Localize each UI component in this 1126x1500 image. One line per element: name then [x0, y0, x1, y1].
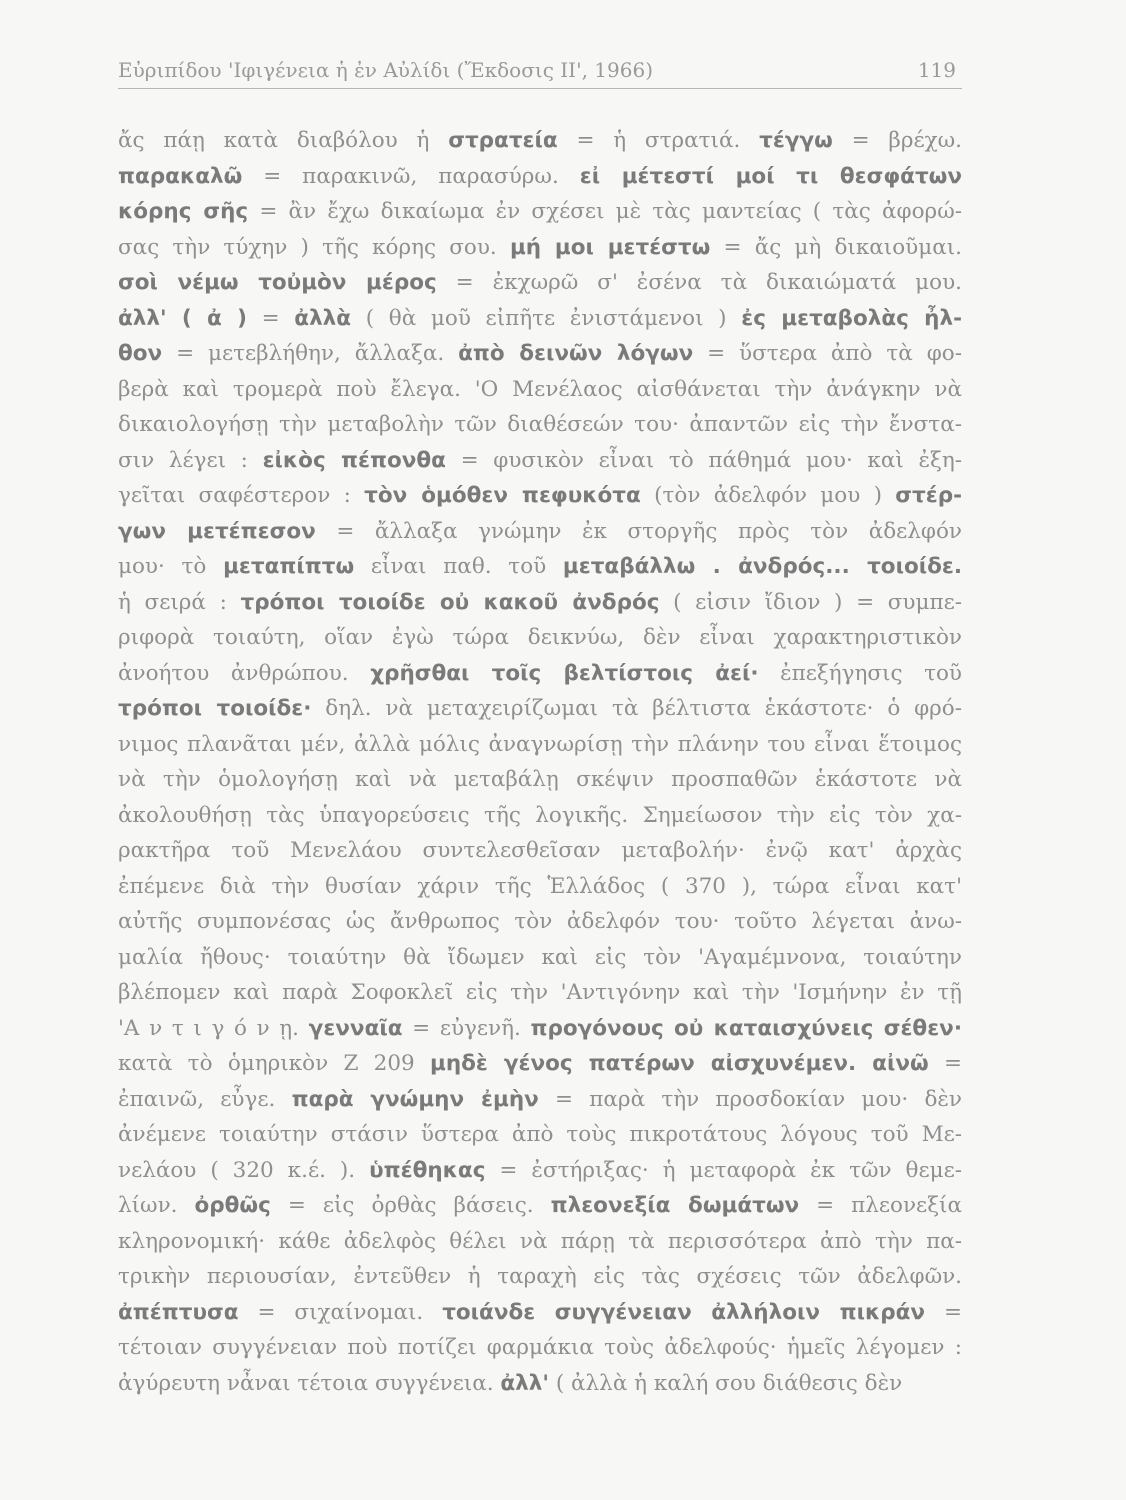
lemma: ἀλλ'	[500, 1370, 549, 1396]
running-title: Εὐριπίδου 'Ιφιγένεια ἡ ἐν Αὐλίδι (Ἔκδοσις ΙΙ', 1966)	[118, 58, 653, 82]
gloss-text: αὐτῆς συμπονέσας ὡς ἄνθρωπος τὸν ἀδελφόν του· τοῦτο λέγεται ἀνω-	[118, 909, 962, 934]
gloss-text: ἀνέμενε τοιαύτην στάσιν ὕστερα ἀπὸ τοὺς πικροτάτους λόγους τοῦ Με-	[118, 1122, 962, 1147]
gloss-text: κατὰ τὸ ὁμηρικὸν Ζ 209	[118, 1051, 431, 1076]
gloss-text: = πλεονεξία	[799, 1193, 962, 1218]
gloss-text: = παρὰ τὴν προσδοκίαν μου· δὲν	[538, 1086, 962, 1112]
text-line	[118, 1188, 962, 1224]
text-line	[118, 407, 962, 443]
gloss-text: = ὕστερα ἀπὸ τὰ φο-	[693, 341, 962, 366]
text-line	[118, 940, 962, 976]
gloss-text: ἐπέμενε διὰ τὴν θυσίαν χάριν τῆς Ἑλλάδος ( 370 ), τώρα εἶναι κατ'	[118, 873, 962, 899]
gloss-text: = ἐστήριξας· ἡ μεταφορὰ ἐκ τῶν θεμε-	[485, 1157, 962, 1183]
gloss-text: σιν λέγει :	[118, 447, 263, 473]
gloss-text: βλέπομεν καὶ παρὰ Σοφοκλεῖ εἰς τὴν 'Αντιγόνην καὶ τὴν 'Ισμήνην ἐν τῇ	[118, 980, 962, 1005]
text-line	[118, 1259, 962, 1295]
gloss-text: τρικὴν περιουσίαν, ἐντεῦθεν ἡ ταραχὴ εἰς τὰς σχέσεις τῶν ἀδελφῶν.	[118, 1264, 962, 1289]
text-line	[118, 691, 962, 727]
lemma: μηδὲ γένος πατέρων αἰσχυνέμεν. αἰνῶ	[430, 1051, 929, 1076]
lemma: ἀλλὰ	[294, 305, 352, 331]
text-line	[118, 336, 962, 372]
text-line	[118, 478, 962, 514]
text-line	[118, 194, 962, 230]
text-line	[118, 372, 962, 408]
gloss-text: = φυσικὸν εἶναι τὸ πάθημά μου· καὶ ἐξη-	[445, 447, 962, 473]
gloss-text: 'Α ν τ ι γ ό ν ῃ.	[118, 1015, 309, 1041]
lemma: στέρ-	[895, 483, 963, 508]
lemma: τρόποι τοιοίδε οὐ κακοῦ ἀνδρός	[240, 589, 660, 615]
text-line	[118, 727, 962, 763]
text-line	[118, 620, 962, 656]
lemma: τέγγω	[759, 128, 833, 153]
text-line	[118, 833, 962, 869]
gloss-text: ( θὰ μοῦ εἰπῆτε ἐνιστάμενοι )	[351, 305, 742, 331]
page-number: 119	[917, 58, 956, 82]
lemma: ἀπέπτυσα	[118, 1299, 239, 1325]
gloss-text: νελάου ( 320 κ.έ. ).	[118, 1157, 370, 1183]
gloss-text: ἀγύρευτη νἆναι τέτοια συγγένεια.	[118, 1370, 501, 1396]
text-line	[118, 656, 962, 692]
lemma: χρῆσθαι τοῖς βελτίστοις ἀεί·	[370, 660, 759, 686]
gloss-text: μαλία ἤθους· τοιαύτην θὰ ἴδωμεν καὶ εἰς τὸν 'Αγαμέμνονα, τοιαύτην	[118, 944, 962, 970]
running-header	[118, 58, 962, 89]
gloss-text: σας τὴν τύχην ) τῆς κόρης σου.	[118, 234, 510, 260]
gloss-text: =	[928, 1051, 962, 1076]
lemma: τὸν ὁμόθεν πεφυκότα	[364, 483, 641, 508]
lemma: γων μετέπεσον	[118, 518, 316, 544]
gloss-text: βερὰ καὶ τρομερὰ ποὺ ἔλεγα. 'Ο Μενέλαος αἰσθάνεται τὴν ἀνάγκην νὰ	[118, 376, 962, 402]
gloss-text: = παρακινῶ, παρασύρω.	[242, 163, 580, 189]
gloss-text: λίων.	[118, 1193, 195, 1218]
lemma: τοιάνδε συγγένειαν ἀλλήλοιν πικράν	[442, 1299, 926, 1325]
gloss-text: ( εἰσιν ἴδιον ) = συμπε-	[659, 589, 962, 615]
gloss-text: δικαιολογήσῃ τὴν μεταβολὴν τῶν διαθέσεών του· ἀπαντῶν εἰς τὴν ἔνστα-	[118, 412, 962, 437]
lemma: ἀπὸ δεινῶν λόγων	[458, 341, 694, 366]
text-line	[118, 762, 962, 798]
lemma: τρόποι τοιοίδε·	[118, 696, 312, 721]
text-line	[118, 549, 962, 585]
lemma: παρακαλῶ	[118, 163, 243, 189]
gloss-text: ριφορὰ τοιαύτη, οἵαν ἐγὼ τώρα δεικνύω, δὲν εἶναι χαρακτηριστικὸν	[118, 625, 962, 650]
gloss-text: = εὐγενῆ.	[402, 1015, 531, 1041]
text-line	[118, 230, 962, 266]
gloss-text: ἀνοήτου ἀνθρώπου.	[118, 660, 371, 686]
book-page	[118, 58, 962, 1401]
gloss-text: εἶναι παθ. τοῦ	[354, 554, 563, 579]
gloss-text: = ἄς μὴ δικαιοῦμαι.	[710, 234, 962, 260]
text-line	[118, 1082, 962, 1118]
text-line	[118, 443, 962, 479]
lemma: εἰκὸς πέπονθα	[262, 447, 446, 473]
lemma: παρὰ γνώμην ἐμὴν	[291, 1086, 539, 1112]
lemma: ἐς μεταβολὰς ἦλ-	[741, 305, 962, 331]
gloss-text: δηλ. νὰ μεταχειρίζωμαι τὰ βέλτιστα ἑκάστοτε· ὁ φρό-	[311, 696, 962, 721]
text-line	[118, 975, 962, 1011]
gloss-text: τέτοιαν συγγένειαν ποὺ ποτίζει φαρμάκια τοὺς ἀδελφούς· ἡμεῖς λέγομεν :	[118, 1335, 962, 1360]
text-line	[118, 798, 962, 834]
lemma: προγόνους οὐ καταισχύνεις σέθεν·	[530, 1015, 962, 1041]
gloss-text: = ἐκχωρῶ σ' ἐσένα τὰ δικαιώματά μου.	[436, 270, 962, 295]
commentary-text	[118, 123, 962, 1401]
text-line	[118, 904, 962, 940]
gloss-text: νιμος πλανᾶται μέν, ἀλλὰ μόλις ἀναγνωρίσῃ τὴν πλάνην του εἶναι ἕτοιμος	[118, 731, 962, 757]
gloss-text: ἀκολουθήσῃ τὰς ὑπαγορεύσεις τῆς λογικῆς. Σημείωσον τὴν εἰς τὸν χα-	[118, 802, 962, 828]
lemma: ὑπέθηκας	[369, 1157, 486, 1183]
text-line	[118, 869, 962, 905]
lemma: ὀρθῶς	[194, 1193, 271, 1218]
gloss-text: = μετεβλήθην, ἄλλαξα.	[162, 341, 459, 366]
gloss-text: ἡ σειρά :	[118, 589, 241, 615]
text-line	[118, 1046, 962, 1082]
text-line	[118, 159, 962, 195]
text-line	[118, 1117, 962, 1153]
lemma: γενναῖα	[308, 1015, 403, 1041]
text-line	[118, 1295, 962, 1331]
lemma: πλεονεξία δωμάτων	[550, 1193, 800, 1218]
gloss-text: ἄς πάῃ κατὰ διαβόλου ἡ	[118, 128, 449, 153]
gloss-text: = ἂν ἔχω δικαίωμα ἐν σχέσει μὲ τὰς μαντείας ( τὰς ἀφορώ-	[248, 199, 962, 224]
gloss-text: = σιχαίνομαι.	[238, 1299, 443, 1325]
gloss-text: (τὸν ἀδελφόν μου )	[640, 483, 896, 508]
text-line	[118, 265, 962, 301]
lemma: εἰ μέτεστί μοί τι θεσφάτων	[579, 163, 962, 189]
text-line	[118, 1153, 962, 1189]
gloss-text: = ἄλλαξα γνώμην ἐκ στοργῆς πρὸς τὸν ἀδελφόν	[315, 518, 962, 544]
lemma: κόρης σῆς	[118, 199, 249, 224]
gloss-text: = ἡ στρατιά.	[557, 128, 760, 153]
text-line	[118, 1224, 962, 1260]
gloss-text: ( ἀλλὰ ἡ καλή σου διάθεσις δὲν	[548, 1370, 903, 1396]
text-line	[118, 585, 962, 621]
gloss-text: νὰ τὴν ὁμολογήσῃ καὶ νὰ μεταβάλῃ σκέψιν προσπαθῶν ἑκάστοτε νὰ	[118, 767, 962, 792]
text-line	[118, 1011, 962, 1047]
text-line	[118, 1366, 962, 1402]
lemma: ἀλλ' ( ἀ )	[118, 305, 247, 331]
gloss-text: ἐπαινῶ, εὖγε.	[118, 1086, 292, 1112]
text-line	[118, 1330, 962, 1366]
text-line	[118, 514, 962, 550]
lemma: μεταβάλλω . ἀνδρός... τοιοίδε.	[562, 554, 963, 579]
lemma: θον	[118, 341, 163, 366]
gloss-text: ἐπεξήγησις τοῦ	[758, 660, 963, 686]
gloss-text: ρακτῆρα τοῦ Μενελάου συντελεσθεῖσαν μεταβολήν· ἐνῷ κατ' ἀρχὰς	[118, 838, 962, 863]
lemma: στρατεία	[448, 128, 558, 153]
gloss-text: = εἰς ὀρθὰς βάσεις.	[270, 1193, 551, 1218]
text-line	[118, 301, 962, 337]
gloss-text: = βρέχω.	[832, 128, 963, 153]
gloss-text: =	[925, 1299, 962, 1325]
gloss-text: =	[246, 305, 295, 331]
lemma: μή μοι μετέστω	[509, 234, 711, 260]
text-line	[118, 123, 962, 159]
gloss-text: κληρονομική· κάθε ἀδελφὸς θέλει νὰ πάρῃ τὰ περισσότερα ἀπὸ τὴν πα-	[118, 1228, 962, 1254]
lemma: σοὶ νέμω τοὐμὸν μέρος	[118, 270, 437, 295]
lemma: μεταπίπτω	[223, 554, 355, 579]
gloss-text: γεῖται σαφέστερον :	[118, 483, 365, 508]
gloss-text: μου· τὸ	[118, 554, 224, 579]
